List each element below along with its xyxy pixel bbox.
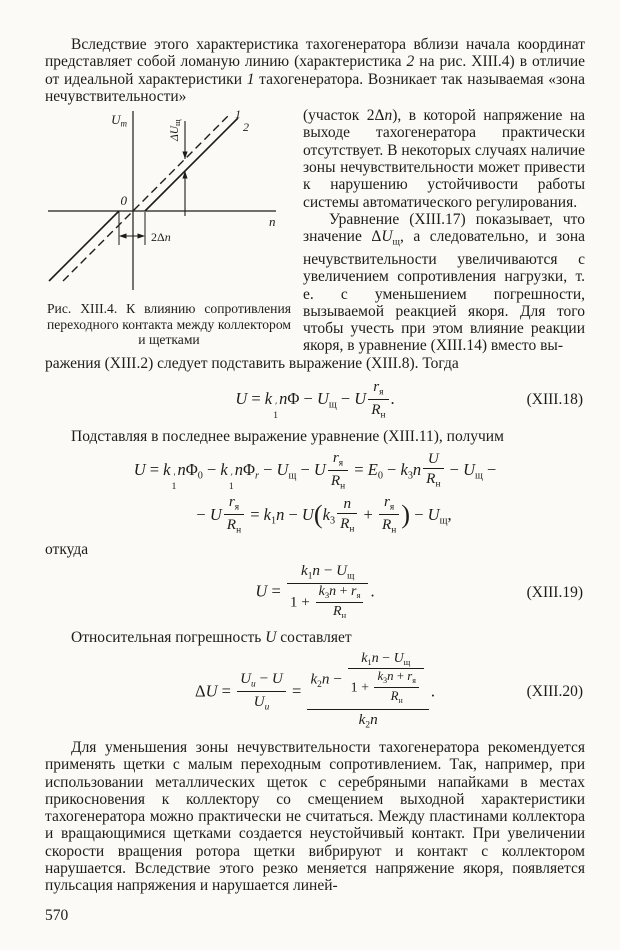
ideal-line-dashed	[63, 113, 231, 281]
gap-label: ΔUщ	[169, 119, 182, 142]
equation-chain-line-1	[45, 450, 585, 493]
paragraph-substituting: Подставляя в последнее выражение уравнение (XIII.11), получим	[71, 427, 504, 445]
figure-and-column	[45, 107, 585, 355]
line-2-label: 2	[243, 120, 249, 135]
deadzone-arrowhead-left-icon	[119, 234, 127, 239]
equation-body: ΔU = $\frac{U_и - U}{U_и}$ = $k_2n$ − $k_1n - U_щ$ 1 + $\frac{k_3n + r_я}{R_н}$ $k_2n$ .	[194, 650, 436, 731]
y-axis-label: Uт	[111, 112, 127, 129]
equation-xiii-18	[45, 379, 585, 422]
curve-1-reference: 1	[246, 70, 255, 88]
paragraph-brushes: Для уменьшения зоны нечувствительности тахогенератора рекомендуется применять щетки с малым переходным сопротивлением. Так, например, при использовании металлических щеток с серебряными напайками в местах прикосновения к коллектору со смещением выходной характеристики тахогенератора можно практически не считаться. Между пластинами коллектора и вращающимися щетками создается неустойчивый контакт. При увеличении скорости вращения ротора щетки вибрируют и контакт с коллектором нарушается. Вследствие этого резко меняется напряжение якоря, появляется пульсация напряжения и нарушается линей-	[45, 738, 585, 895]
origin-label: 0	[120, 193, 127, 209]
sub-shch: щ	[392, 236, 400, 248]
line-1-label: 1	[235, 109, 241, 122]
equation-chain-line-2	[63, 495, 585, 538]
equation-body: U = k ′ 1 $n\Phi_0 - k$ ′ 1 $n\Phi_r - U_щ - U$ $\frac{r_я}{R_н}$ = $E_0 - k_3n$ $\frac{U}{R_н}$ − $U_щ$ −	[133, 448, 497, 492]
wrapped-column	[303, 107, 585, 355]
page-number: 570	[45, 906, 69, 924]
equation-number: (XIII.19)	[526, 584, 583, 602]
word-otkuda: откуда	[45, 541, 89, 559]
figure-caption: Рис. XIII.4. К влиянию сопротивления переходного контакта между коллектором и щетками	[47, 301, 291, 347]
intro-text-1: Вследствие этого характеристика тахогенератора вблизи начала координат представляет собой ломаную линию (характеристика	[45, 36, 585, 71]
figure-xiii-4	[45, 107, 295, 355]
equation-number: (XIII.18)	[526, 391, 583, 409]
paragraph-intro	[45, 36, 585, 105]
bridge-line: ражения (XIII.2) следует подставить выражение (XIII.8). Тогда	[45, 354, 459, 372]
intro-text-3: тахогенератора. Возникает так называемая «зона нечувствительности»	[45, 70, 585, 105]
paragraph-deadzone	[303, 107, 585, 211]
eq17-text-2: , а следовательно, и зона нечувствительности увеличиваются с увеличением сопротивления нагрузки, т. е. с уменьшением погрешности, вызываемой реакцией якоря. Для того чтобы учесть при этом влияние реакции якоря, в уравнение (XIII.14) вместо вы-	[303, 228, 586, 355]
real-line-upper	[145, 118, 238, 211]
equation-xiii-19	[45, 563, 585, 622]
figure-graph	[47, 109, 282, 297]
intro-text-2: на рис. XIII.4) в отличие от идеальной характеристики	[45, 53, 585, 88]
equation-body: U = $k_1n - U_щ$ 1 + $\frac{k_3n + r_я}{R_н}$ .	[255, 562, 375, 620]
real-line-lower	[49, 211, 119, 281]
deadzone-label: 2Δn	[151, 230, 171, 245]
rel-text-2: составляет	[276, 628, 352, 646]
var-u: U	[265, 628, 277, 646]
eq17-text-1: Уравнение (XIII.17) показывает, что значение Δ	[303, 210, 585, 246]
deadzone-var-n: n	[384, 107, 393, 125]
x-axis-label: n	[269, 214, 276, 230]
equation-body: U = k ′ 1 $n\Phi - U_щ - U$ $\frac{r_я}{R_н}$ .	[235, 377, 395, 421]
gap-arrowhead-down-icon	[182, 152, 187, 160]
deadzone-text-1: (участок 2Δ	[303, 107, 385, 125]
paragraph-relative-error	[45, 629, 585, 646]
var-u: U	[381, 228, 393, 246]
equation-body: − U $\frac{r_я}{R_н}$ = $k_1n - U(k_3$ $\frac{n}{R_н}$ + $\frac{r_я}{R_н}$ ) − $U_щ$,	[196, 493, 452, 536]
paragraph-equation-xiii-17	[303, 211, 585, 355]
equation-number: (XIII.20)	[526, 683, 583, 701]
deadzone-text-2: ), в которой напряжение на выходе тахогенератора практически отсутствует. В некоторых случаях наличие зоны нечувствительности может привести к нарушению устойчивости работы системы автоматического регулирования.	[303, 107, 586, 211]
curve-2-reference: 2	[406, 53, 415, 71]
deadzone-arrowhead-right-icon	[138, 234, 146, 239]
rel-text-1: Относительная погрешность	[71, 628, 266, 646]
equation-xiii-20	[45, 650, 585, 732]
